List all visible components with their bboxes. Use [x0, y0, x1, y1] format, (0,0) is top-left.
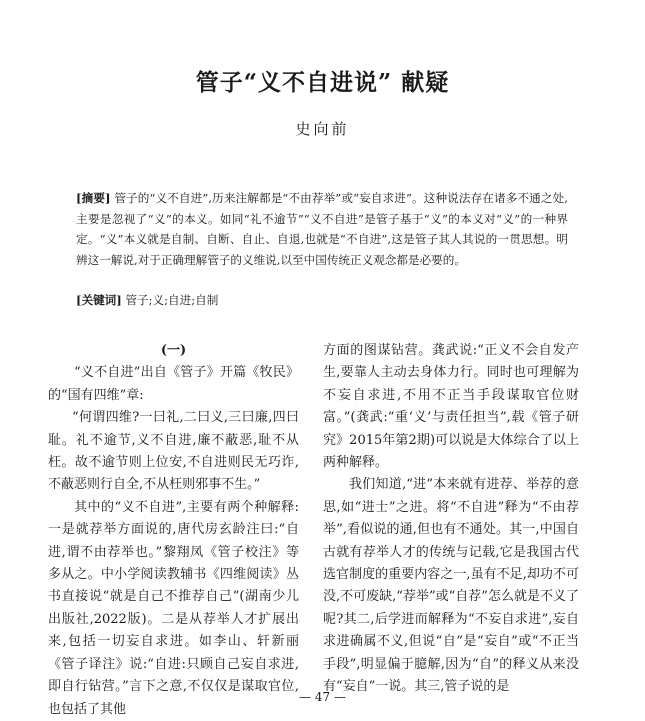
abstract-text: 管子的“义不自进”,历来注解都是“不由荐举”或“妄自求进”。这种说法存在诸多不通之处,主要是忽视了“义”的本义。如同“礼不逾节”“义不自进”是管子基于“义”的本义对“义”的一种界定。“义”本义就是自制、自断、自止、自退,也就是“不自进”,这是管子其人其说的一贯思想。明辨这一解说,对于正确理解管子的义维说,以至中国传统正义观念都是必要的。 — [76, 191, 568, 267]
keywords-text: 管子;义;自进;自制 — [121, 293, 219, 307]
abstract — [76, 188, 568, 270]
paragraph: 我们知道,“进”本来就有进荐、举荐的意思,如“进士”之进。将“不自进”释为“不由荐举”,看似说的通,但也有不通处。其一,中国自古就有荐举人才的传统与记载,它是我国古代选官制度的重要内容之一,虽有不足,却功不可没,不可废缺,“荐举”或“自荐”怎么就是不义了呢?其二,后学进而解释为“不妄自求进”,妄自求进确属不义,但说“自”是“妄自”或“不正当手段”,明显偏于臆解,因为“自”的释义从来没有“妄自”一说。其三,管子说的是 — [323, 477, 579, 695]
keywords — [76, 291, 568, 309]
left-column — [48, 340, 299, 721]
article-title: 管子“义不自进说” 献疑 — [195, 69, 450, 96]
abstract-label: [摘要] — [76, 191, 111, 205]
paragraph: 方面的图谋钻营。龚武说:“正义不会自发产生,要靠人主动去身体力行。同时也可理解为不妄自求进,不用不正当手段谋取官位财富。”(龚武:“重‘义’与责任担当”,载《管子研究》2015年第2期)可以说是大体综合了以上两种解释。 — [323, 343, 579, 471]
author-name: 史向前 — [295, 120, 350, 138]
page-number: — 47 — — [299, 690, 346, 704]
paragraph: 其中的“义不自进”,主要有两个种解释:一是就荐举方面说的,唐代房玄龄注曰:“自进,谓不由荐举也。”黎翔凤《管子校注》等多从之。中小学阅读教辅书《四维阅读》丛书直接说“就是自己不推荐自己”(湖南少儿出版社,2022版)。二是从荐举人才扩展出来,包括一切妄自求进。如李山、轩新丽《管子译注》说:“自进:只顾自己妄自求进,即自行钻营。”言下之意,不仅仅是谋取官位,也包括了其他 — [48, 499, 299, 717]
paragraph: “义不自进”出自《管子》开篇《牧民》的“国有四维”章: — [48, 365, 299, 403]
section-heading: (一) — [160, 343, 187, 358]
right-column — [323, 340, 579, 699]
block-quote: “何谓四维?一曰礼,二曰义,三曰廉,四曰耻。礼不逾节,义不自进,廉不蔽恶,耻不从枉。故不逾节则上位安,不自进则民无巧诈,不蔽恶则行自全,不从枉则邪事不生。” — [48, 410, 299, 493]
keywords-label: [关键词] — [76, 293, 122, 307]
